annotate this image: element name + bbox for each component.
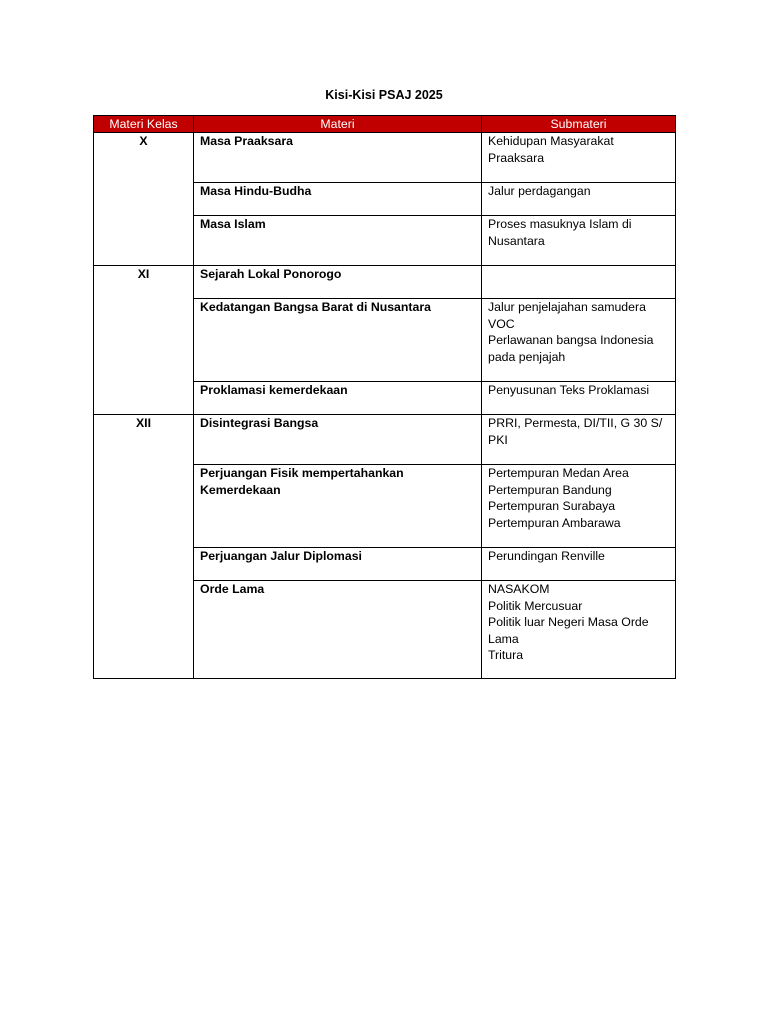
submateri-item: Proses masuknya Islam di Nusantara	[488, 217, 632, 248]
submateri-cell	[482, 415, 676, 465]
table-row	[94, 415, 676, 465]
table-row	[94, 133, 676, 183]
table-body	[94, 133, 676, 679]
materi-cell: Perjuangan Jalur Diplomasi	[194, 548, 482, 581]
kisi-kisi-table	[93, 115, 676, 679]
submateri-item: Politik luar Negeri Masa Orde Lama	[488, 615, 649, 646]
submateri-cell	[482, 266, 676, 299]
materi-cell: Disintegrasi Bangsa	[194, 415, 482, 465]
submateri-cell	[482, 299, 676, 382]
materi-cell: Proklamasi kemerdekaan	[194, 382, 482, 415]
submateri-cell	[482, 548, 676, 581]
materi-cell: Kedatangan Bangsa Barat di Nusantara	[194, 299, 482, 382]
kelas-cell: X	[94, 133, 194, 266]
submateri-item: Pertempuran Bandung	[488, 482, 612, 497]
submateri-item: VOC	[488, 316, 515, 331]
kelas-cell: XII	[94, 415, 194, 679]
table-header-row	[94, 116, 676, 133]
submateri-item: Jalur perdagangan	[488, 184, 591, 198]
submateri-item: Politik Mercusuar	[488, 598, 583, 613]
materi-cell: Masa Praaksara	[194, 133, 482, 183]
materi-cell: Perjuangan Fisik mempertahankan Kemerdekaan	[194, 465, 482, 548]
header-materi-kelas: Materi Kelas	[94, 116, 194, 133]
submateri-item: Pertempuran Surabaya	[488, 499, 616, 513]
header-submateri: Submateri	[482, 116, 676, 133]
submateri-cell	[482, 382, 676, 415]
submateri-item: Pertempuran Ambarawa	[488, 515, 621, 530]
submateri-item: NASAKOM	[488, 582, 550, 596]
submateri-item: Perlawanan bangsa Indonesia pada penjajah	[488, 333, 654, 364]
submateri-item: Kehidupan Masyarakat Praaksara	[488, 134, 614, 165]
materi-cell: Sejarah Lokal Ponorogo	[194, 266, 482, 299]
submateri-item: PRRI, Permesta, DI/TII, G 30 S/ PKI	[488, 416, 663, 447]
submateri-cell	[482, 133, 676, 183]
materi-cell: Orde Lama	[194, 581, 482, 679]
submateri-cell	[482, 216, 676, 266]
submateri-item: Pertempuran Medan Area	[488, 466, 629, 480]
submateri-item: Penyusunan Teks Proklamasi	[488, 383, 650, 397]
materi-cell: Masa Islam	[194, 216, 482, 266]
submateri-cell	[482, 183, 676, 216]
submateri-item: Tritura	[488, 648, 524, 662]
kelas-cell: XI	[94, 266, 194, 415]
submateri-item: Perundingan Renville	[488, 549, 605, 563]
table-row	[94, 266, 676, 299]
submateri-cell	[482, 465, 676, 548]
submateri-cell	[482, 581, 676, 679]
submateri-item: Jalur penjelajahan samudera	[488, 300, 646, 314]
document-title: Kisi-Kisi PSAJ 2025	[325, 88, 443, 102]
materi-cell: Masa Hindu-Budha	[194, 183, 482, 216]
header-materi: Materi	[194, 116, 482, 133]
